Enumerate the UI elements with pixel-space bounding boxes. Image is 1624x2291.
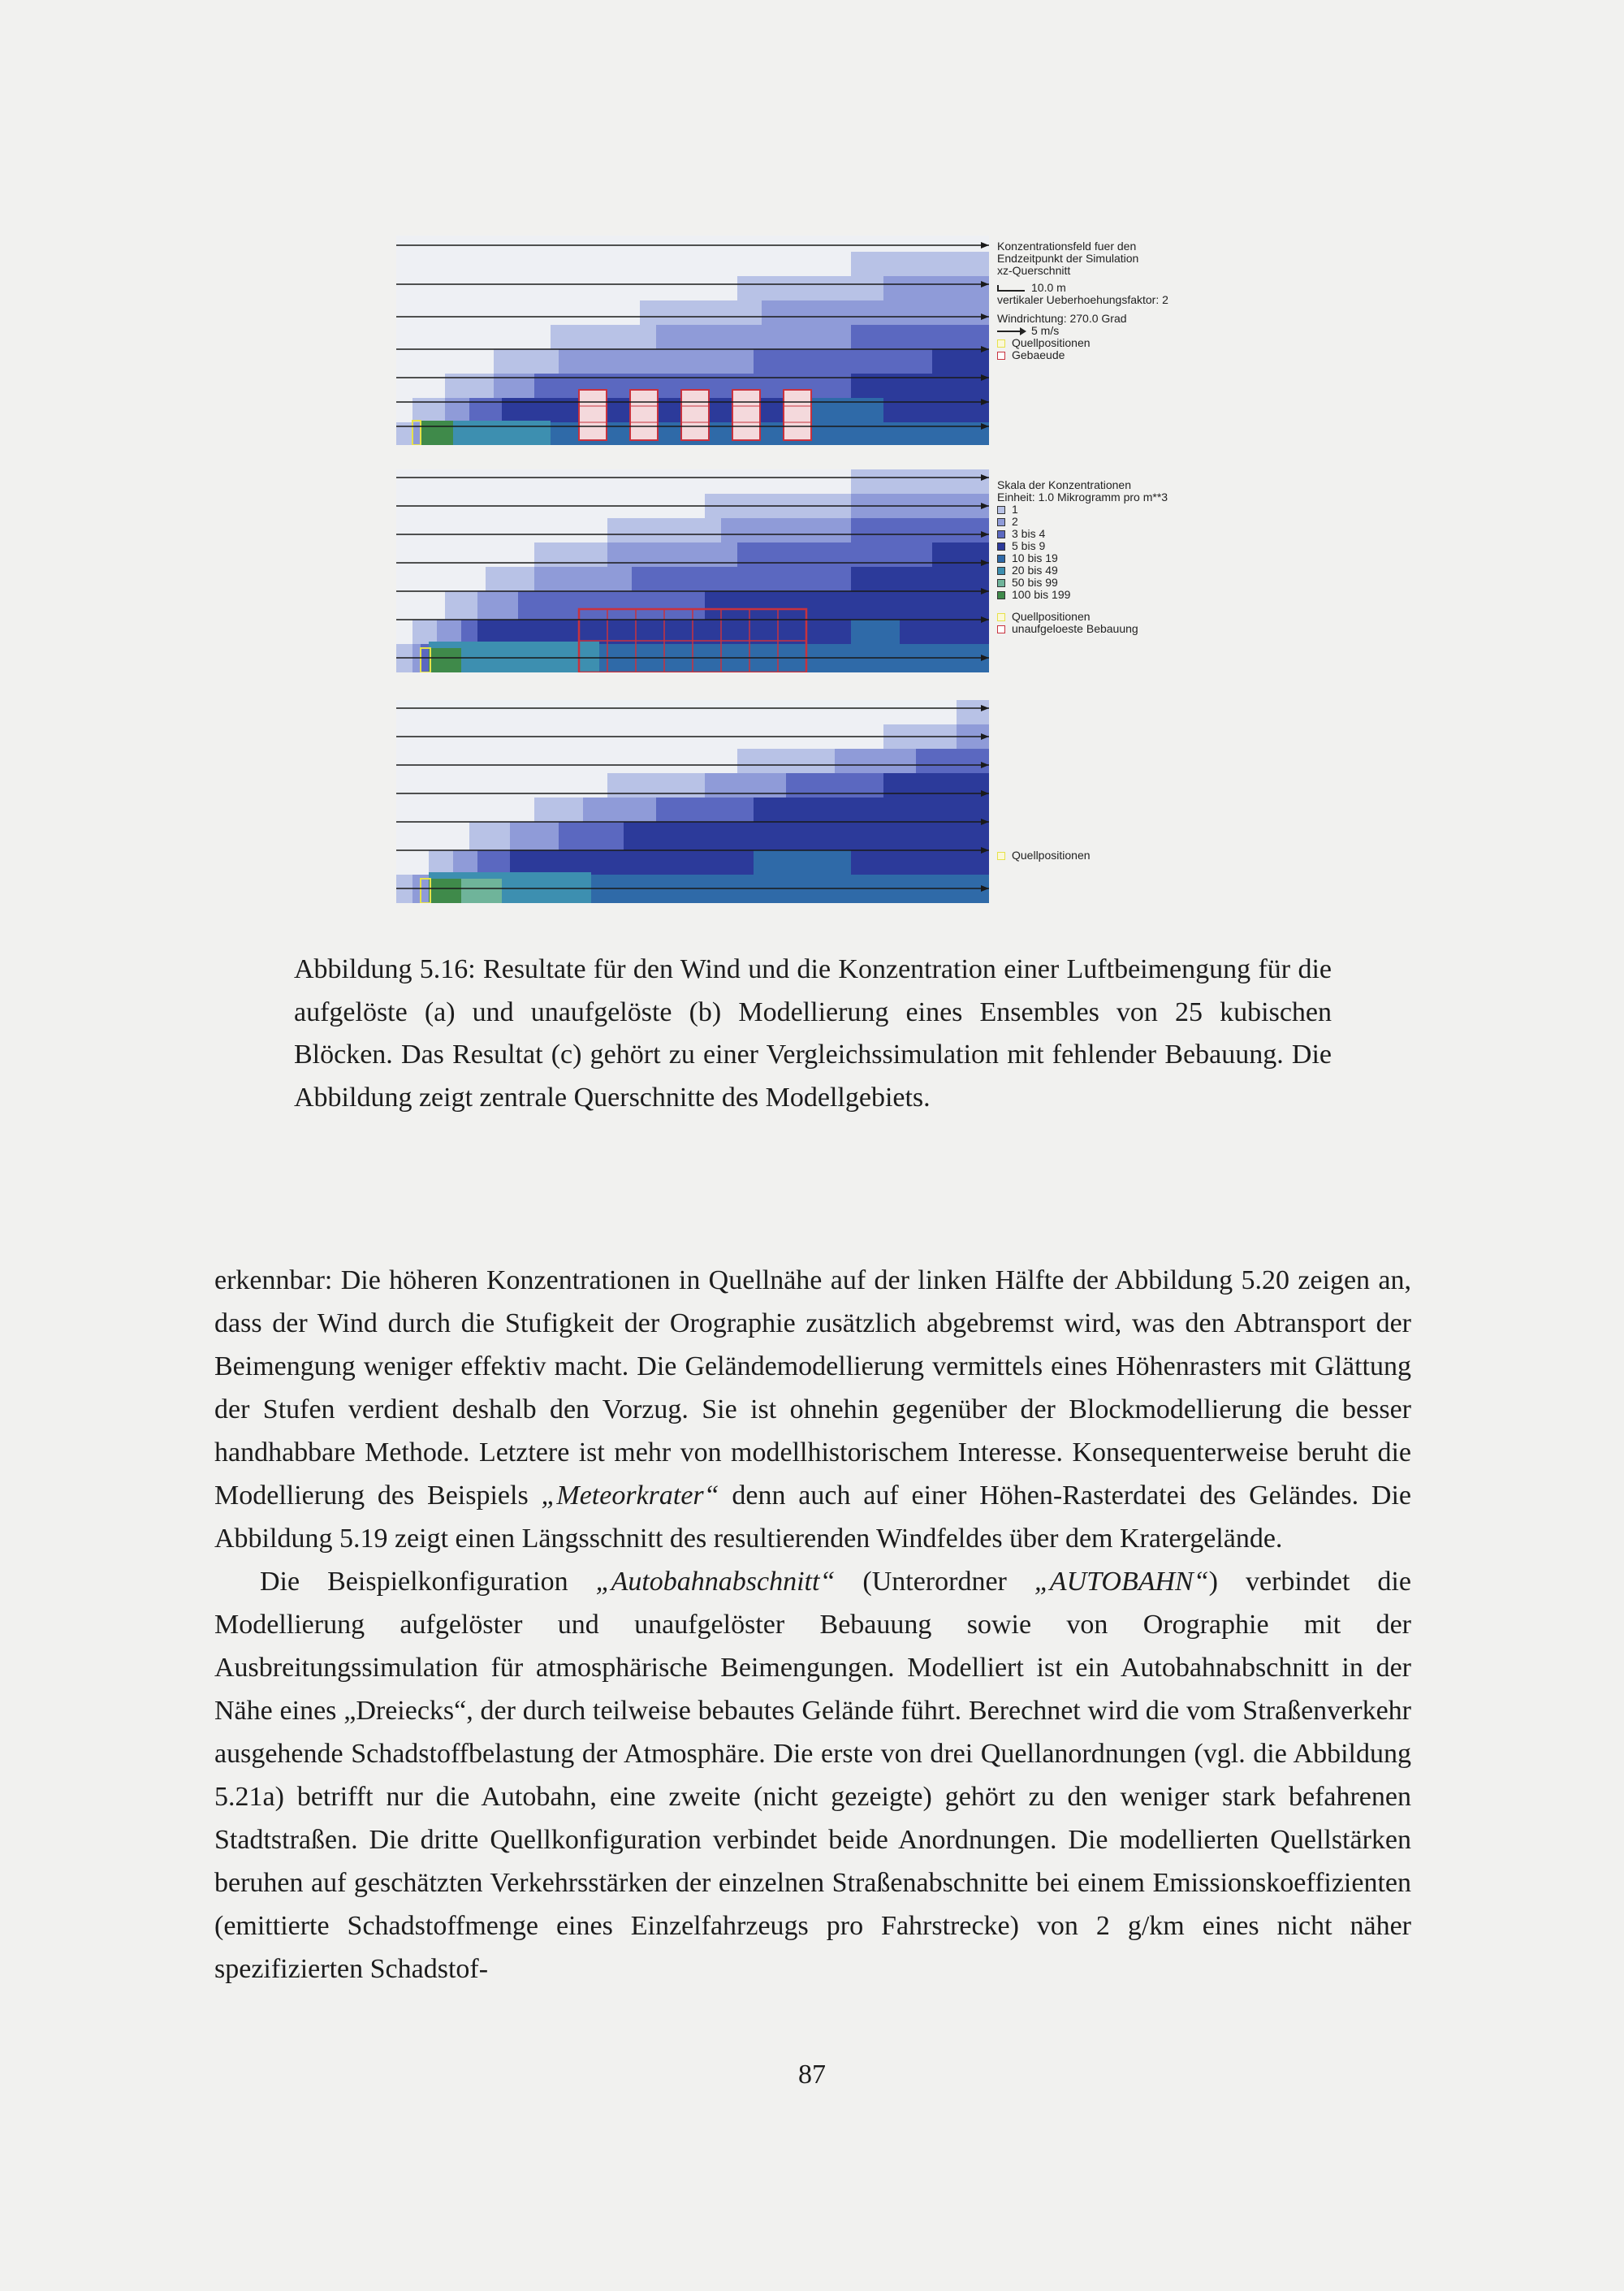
paragraph-2-emphasis-2: „AUTOBAHN“: [1034, 1567, 1209, 1597]
paragraph-1: [214, 1259, 1411, 1560]
color-swatch-icon: [997, 542, 1005, 551]
legend-a-wind-direction: Windrichtung: 270.0 Grad: [997, 312, 1127, 325]
legend-class-item: [997, 589, 1168, 601]
legend-a-building-row: [997, 349, 1168, 361]
figure-caption: Abbildung 5.16: Resultate für den Wind und die Konzentration einer Luftbeimengung für die aufgelöste (a) und unaufgelöste (b) Modellierung eines Ensembles von 25 kubischen Blöcken. Das Resultat (c) gehört zu einer Vergleichssimulation mit fehlender Bebauung. Die Abbildung zeigt zentrale Querschnitte des Modellgebiets.: [294, 954, 1332, 1113]
scale-bar-icon: [997, 285, 1025, 292]
legend-a: [997, 240, 1168, 361]
color-swatch-icon: [997, 506, 1005, 514]
legend-c-source-label: Quellpositionen: [1012, 849, 1091, 862]
legend-class-label: 1: [1012, 503, 1018, 516]
page-number: 87: [798, 2060, 826, 2090]
building-swatch-icon: [997, 625, 1005, 633]
legend-c-source-row: [997, 849, 1091, 862]
legend-a-exaggeration: vertikaler Ueberhoehungsfaktor: 2: [997, 293, 1168, 306]
legend-b-unit: Einheit: 1.0 Mikrogramm pro m**3: [997, 491, 1168, 504]
paragraph-1-text: erkennbar: Die höheren Konzentrationen in Quellnähe auf der linken Hälfte der Abbildung 5.20 zeigen an, dass der Wind durch die Stufigkeit der Orographie zusätzlich abgebremst wird, was den Abtransport der Beimengung weniger effektiv macht. Die Geländemodellierung vermittels eines Höhenrasters mit Glättung der Stufen verdient deshalb den Vorzug. Sie ist ohnehin gegenüber der Blockmodellierung die besser handhabbare Methode. Letztere ist mehr von modellhistorischem Interesse. Konsequenterweise beruht die Modellierung des Beispiels: [214, 1265, 1411, 1511]
color-swatch-icon: [997, 555, 1005, 563]
color-swatch-icon: [997, 530, 1005, 538]
legend-a-building-label: Gebaeude: [1012, 348, 1065, 361]
legend-class-label: 50 bis 99: [1012, 576, 1058, 589]
legend-class-item: [997, 528, 1168, 540]
color-swatch-icon: [997, 518, 1005, 526]
figure-panel-c: [396, 700, 989, 903]
legend-b-source-label: Quellpositionen: [1012, 610, 1091, 623]
paragraph-2-text-end: ) verbindet die Modellierung aufgelöster und unaufgelöster Bebauung sowie von Orographie mit der Ausbreitungssimulation für atmosphärische Beimengungen. Modelliert ist ein Autobahnabschnitt in der Nähe eines „Dreiecks“, der durch teilweise bebautes Gelände führt. Berechnet wird die vom Straßenverkehr ausgehende Schadstoffbelastung der Atmosphäre. Die erste von drei Quellanordnungen (vgl. die Abbildung 5.21a) betrifft nur die Autobahn, eine zweite (nicht gezeigte) gehört zu den weniger stark befahrenen Stadtstraßen. Die dritte Quellkonfiguration verbindet beide Anordnungen. Die modellierten Quellstärken beruhen auf geschätzten Verkehrsstärken der einzelnen Straßenabschnitte bei einem Emissionskoeffizienten (emittierte Schadstoffmenge eines Einzelfahrzeugs pro Fahrstrecke) von 2 g/km eines nicht näher spezifizierten Schadstof-: [214, 1567, 1411, 1984]
legend-b-classes: [997, 504, 1168, 601]
legend-class-label: 100 bis 199: [1012, 588, 1071, 601]
legend-b-building-label: unaufgeloeste Bebauung: [1012, 622, 1138, 635]
figure-panel-b: [396, 469, 989, 672]
legend-class-item: [997, 516, 1168, 528]
paragraph-2-text-mid: (Unterordner: [835, 1567, 1034, 1597]
panel-c-plot: [396, 700, 989, 903]
legend-class-item: [997, 552, 1168, 564]
figure-panel-a: [396, 236, 989, 445]
legend-a-scale-label: 10.0 m: [1031, 281, 1066, 294]
legend-a-wind-speed-row: [997, 325, 1168, 337]
legend-a-wind-speed: 5 m/s: [1031, 324, 1060, 337]
legend-a-source-label: Quellpositionen: [1012, 336, 1091, 349]
panel-a-plot: [396, 236, 989, 445]
paragraph-1-emphasis: „Meteorkrater“: [541, 1481, 719, 1511]
legend-class-item: [997, 540, 1168, 552]
body-text: [214, 1259, 1411, 1991]
legend-class-label: 10 bis 19: [1012, 551, 1058, 564]
source-swatch-icon: [997, 339, 1005, 348]
legend-b-source-row: [997, 611, 1168, 623]
legend-a-title-1: Konzentrationsfeld fuer den: [997, 240, 1137, 253]
building-swatch-icon: [997, 352, 1005, 360]
legend-class-item: [997, 564, 1168, 577]
paragraph-2: [214, 1560, 1411, 1991]
source-swatch-icon: [997, 852, 1005, 860]
source-swatch-icon: [997, 613, 1005, 621]
legend-class-label: 20 bis 49: [1012, 564, 1058, 577]
color-swatch-icon: [997, 567, 1005, 575]
legend-class-item: [997, 504, 1168, 516]
paragraph-2-text: Die Beispielkonfiguration: [260, 1567, 596, 1597]
paragraph-2-emphasis-1: „Autobahnabschnitt“: [595, 1567, 836, 1597]
legend-c: [997, 849, 1091, 862]
color-swatch-icon: [997, 591, 1005, 599]
legend-b-title: Skala der Konzentrationen: [997, 478, 1131, 491]
legend-b: [997, 479, 1168, 635]
wind-arrow-icon: [997, 331, 1025, 332]
legend-a-scale: [997, 282, 1168, 294]
legend-class-label: 5 bis 9: [1012, 539, 1046, 552]
legend-a-title-2: Endzeitpunkt der Simulation: [997, 252, 1139, 265]
paragraph-1-text-end: denn auch auf einer Höhen-Rasterdatei des Geländes. Die Abbildung 5.19 zeigt einen Längsschnitt des resultierenden Windfeldes über dem Kratergelände.: [214, 1481, 1411, 1554]
legend-class-label: 2: [1012, 515, 1018, 528]
legend-a-source-row: [997, 337, 1168, 349]
legend-class-item: [997, 577, 1168, 589]
legend-class-label: 3 bis 4: [1012, 527, 1046, 540]
panel-b-plot: [396, 469, 989, 672]
legend-a-title-3: xz-Querschnitt: [997, 264, 1071, 277]
legend-b-building-row: [997, 623, 1168, 635]
color-swatch-icon: [997, 579, 1005, 587]
